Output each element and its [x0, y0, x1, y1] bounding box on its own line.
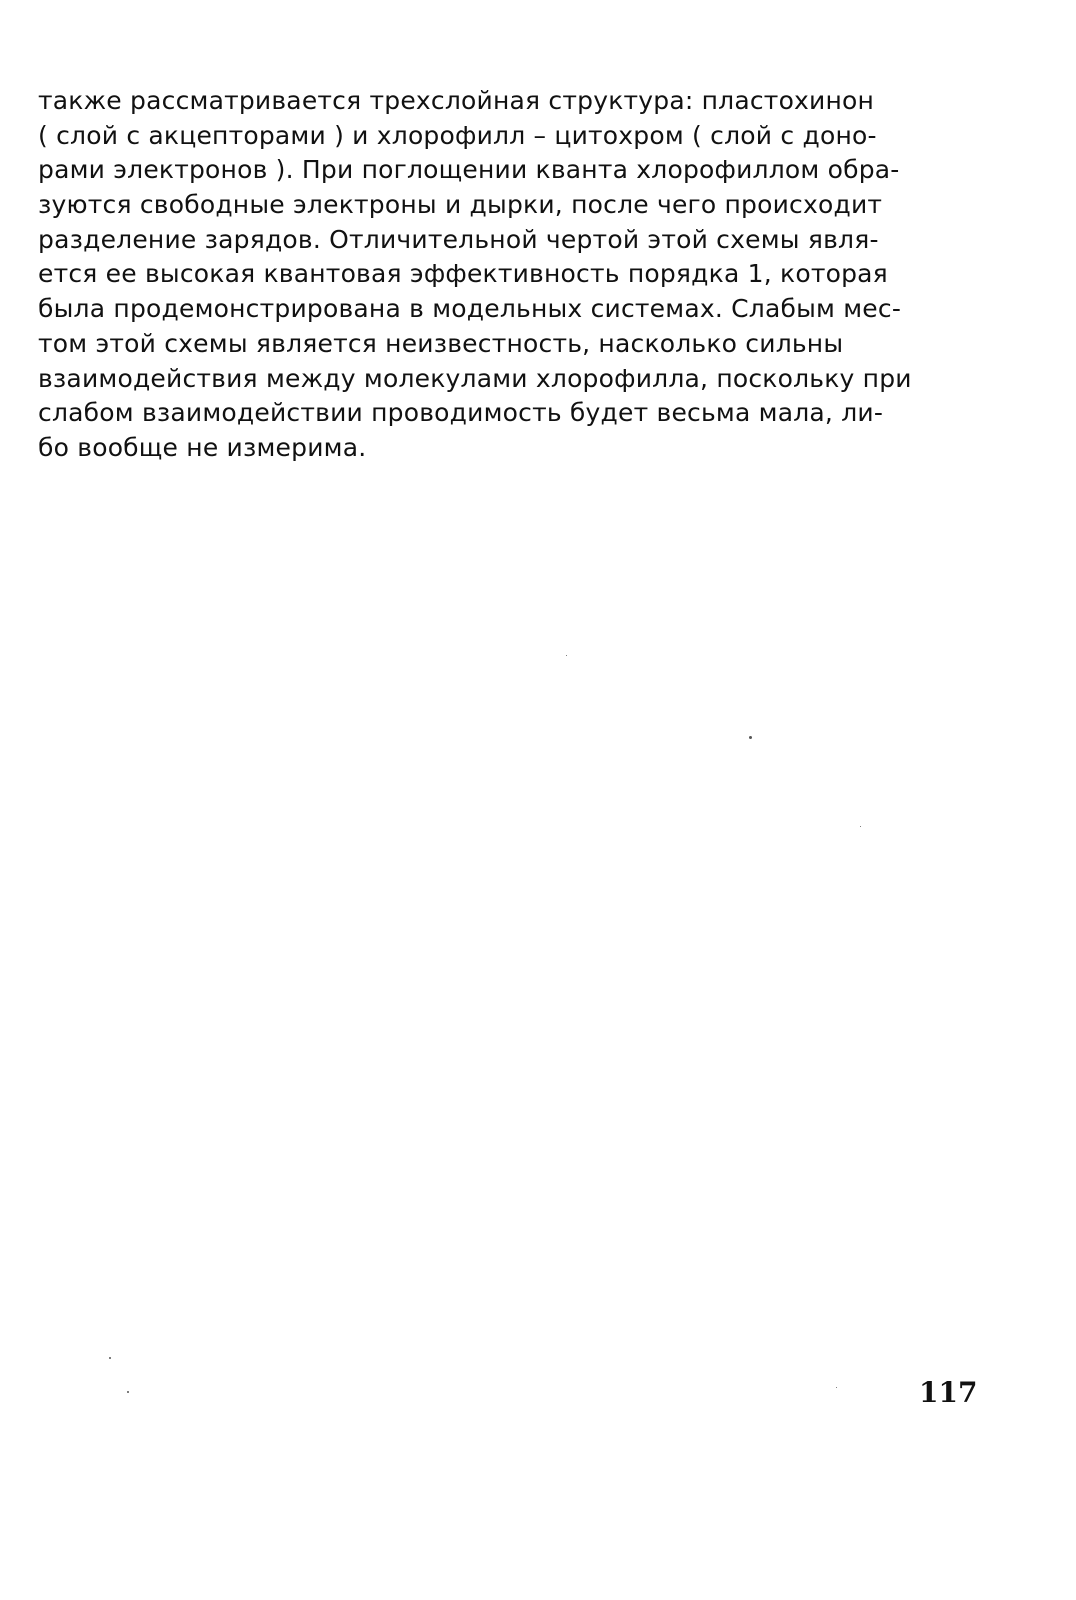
text-line: ется ее высокая квантовая эффективность порядка 1, которая — [38, 259, 888, 289]
scan-speck — [860, 826, 861, 827]
text-line: зуются свободные электроны и дырки, после чего происходит — [38, 190, 883, 220]
page-number: 117 — [919, 1376, 978, 1409]
scan-speck — [127, 1391, 129, 1393]
scan-speck — [749, 736, 752, 739]
scan-speck — [109, 1357, 111, 1359]
text-line: рами электронов ). При поглощении кванта хлорофиллом обра- — [38, 155, 900, 185]
text-line: была продемонстрирована в модельных системах. Слабым мес- — [38, 294, 902, 324]
text-line: бо вообще не измерима. — [38, 432, 367, 462]
text-line: ( слой с акцепторами ) и хлорофилл – цитохром ( слой с доно- — [38, 120, 877, 150]
scan-speck — [836, 1387, 837, 1388]
scan-speck — [566, 655, 567, 656]
body-text — [38, 84, 1038, 466]
text-line: том этой схемы является неизвестность, насколько сильны — [38, 328, 844, 358]
text-line: взаимодействия между молекулами хлорофилла, поскольку при — [38, 363, 912, 393]
text-line: также рассматривается трехслойная структура: пластохинон — [38, 86, 875, 115]
text-line: разделение зарядов. Отличительной чертой этой схемы явля- — [38, 224, 879, 254]
text-line: слабом взаимодействии проводимость будет весьма мала, ли- — [38, 398, 884, 428]
